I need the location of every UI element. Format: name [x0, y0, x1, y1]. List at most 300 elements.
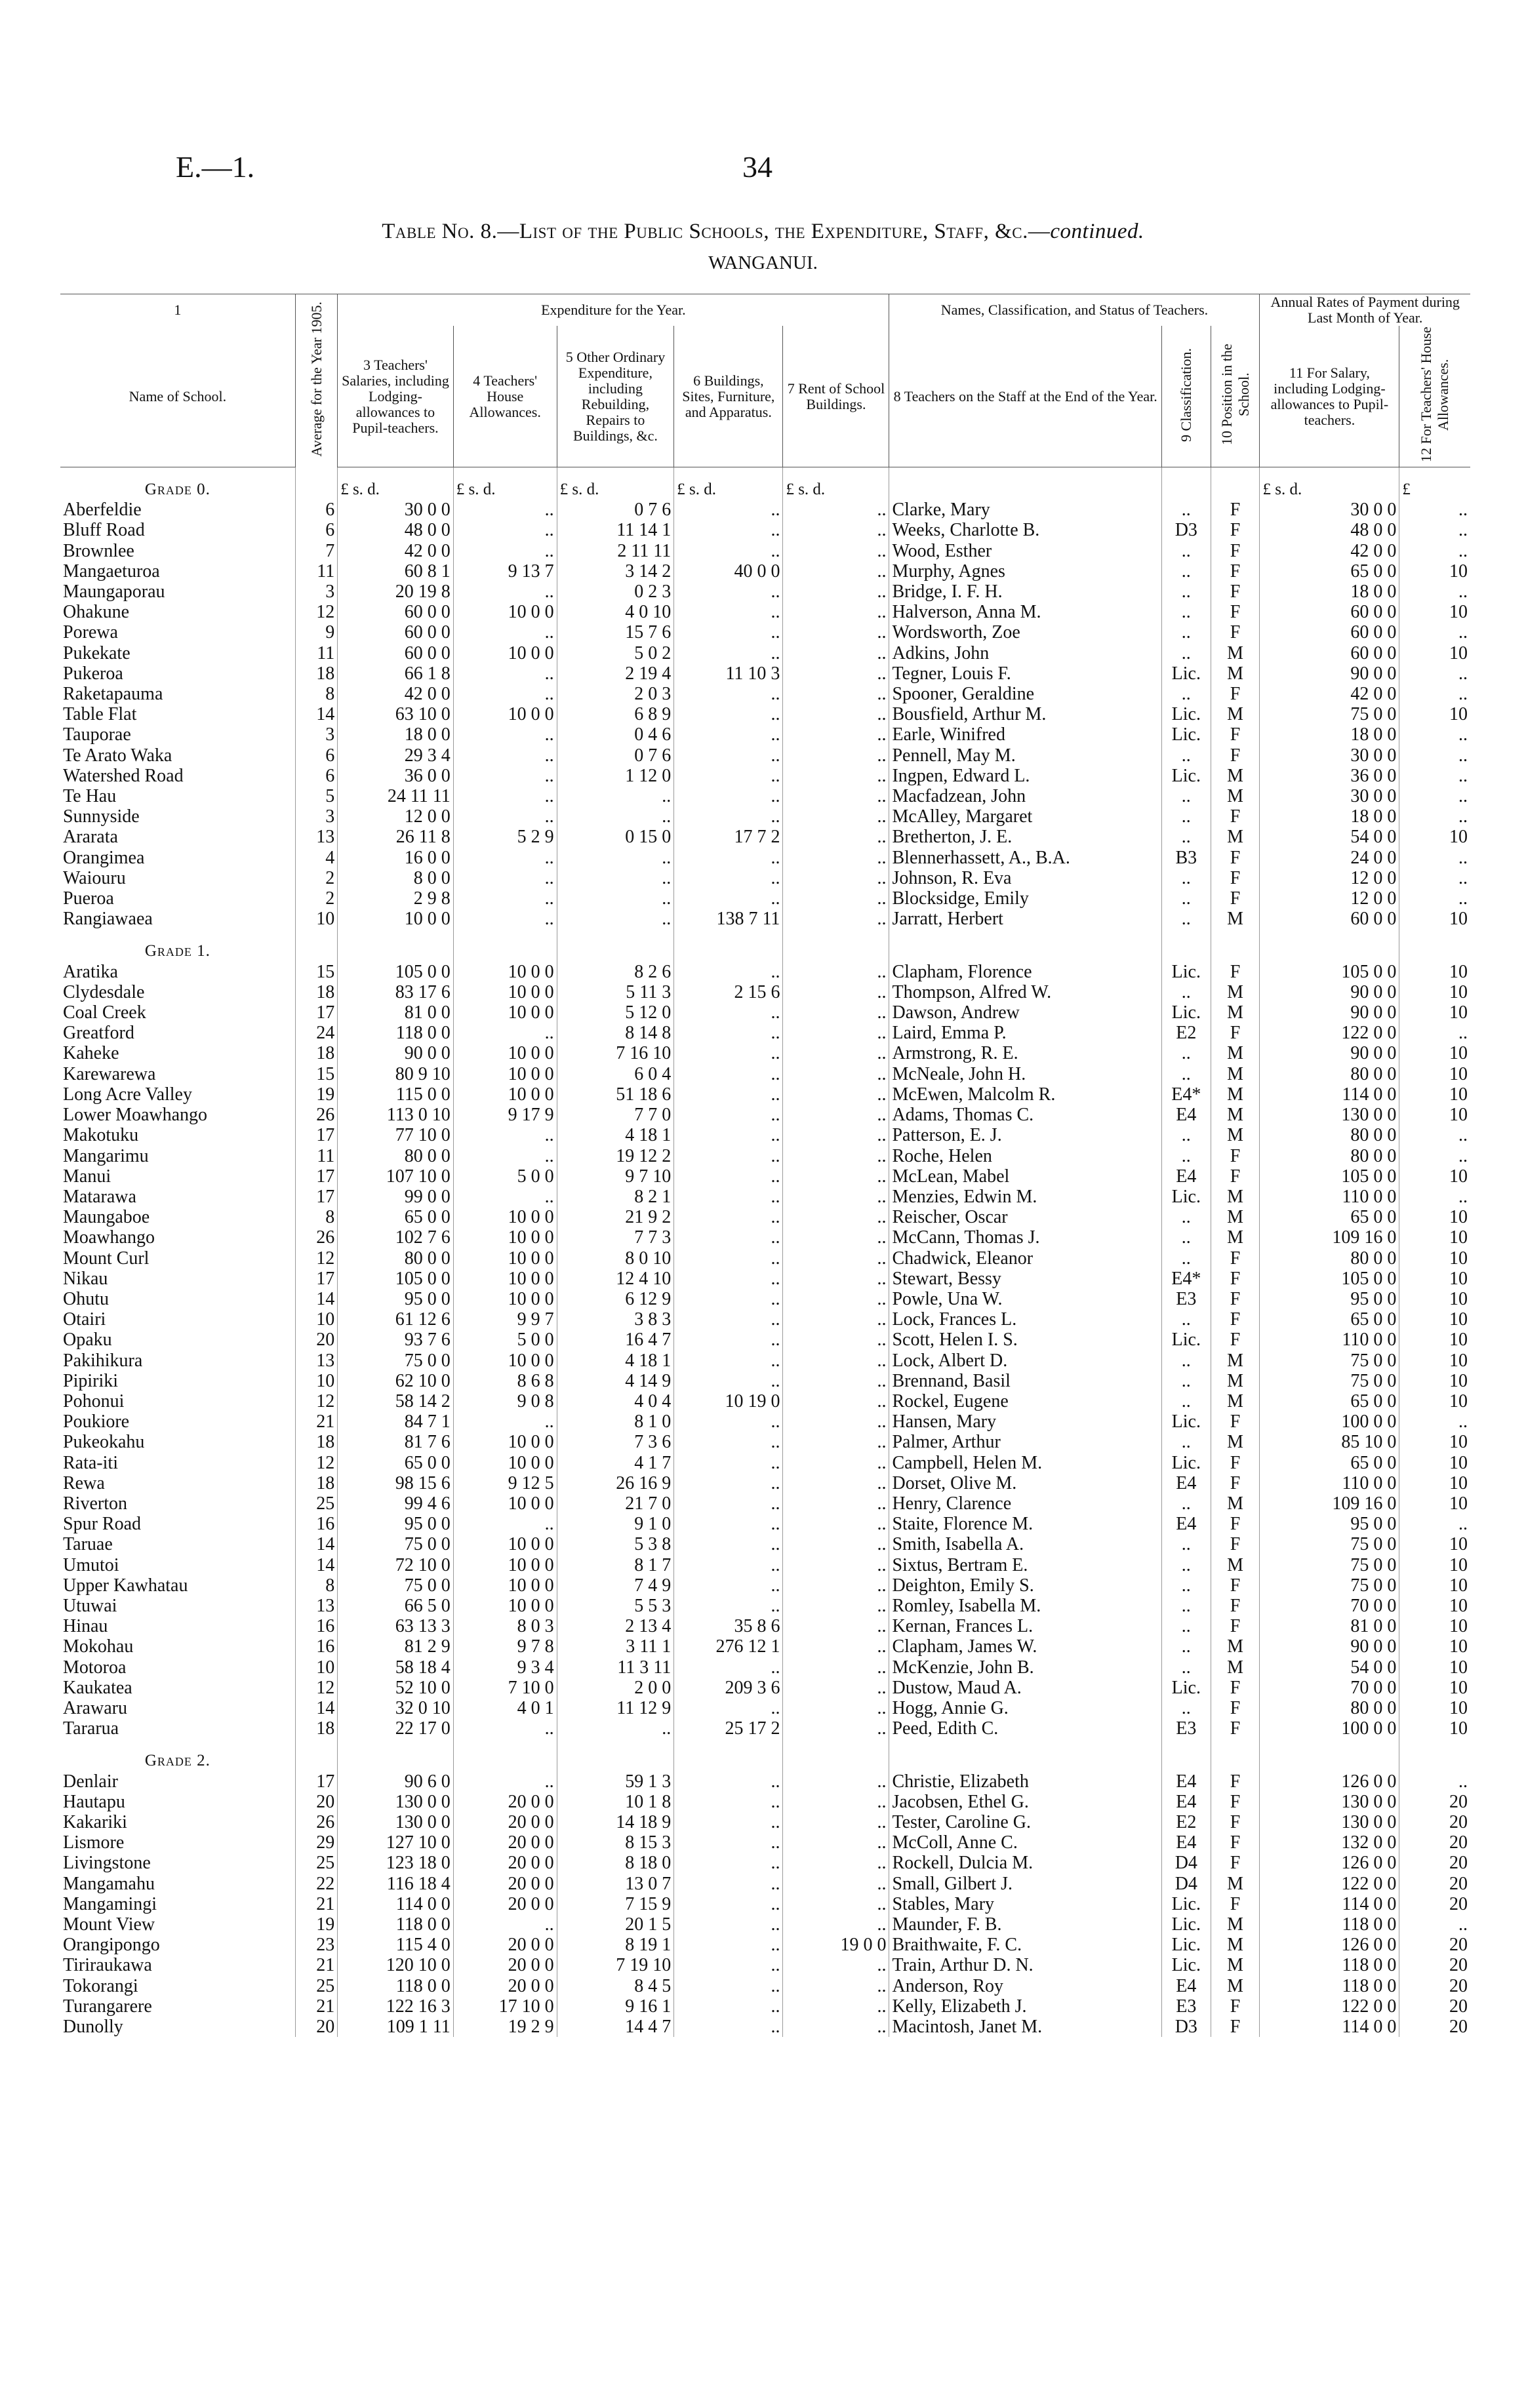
teacher-name: Weeks, Charlotte B. [889, 520, 1161, 540]
table-cell: 60 0 0 [1260, 909, 1399, 929]
grade-heading-cell [295, 467, 337, 500]
table-cell: 10 [1399, 909, 1470, 929]
table-cell: 17 [295, 1002, 337, 1023]
teacher-name: Sixtus, Bertram E. [889, 1555, 1161, 1575]
table-cell: .. [674, 643, 783, 663]
table-cell: .. [674, 1105, 783, 1125]
table-cell: M [1211, 1976, 1260, 1996]
table-cell: .. [1399, 1187, 1470, 1207]
table-cell: .. [1399, 663, 1470, 684]
table-cell: .. [557, 909, 674, 929]
table-cell: E4 [1161, 1166, 1211, 1187]
table-row [60, 868, 1470, 888]
table-cell: F [1211, 1718, 1260, 1739]
table-cell: .. [1161, 1309, 1211, 1330]
table-cell: .. [1161, 1534, 1211, 1554]
table-cell: .. [1399, 1514, 1470, 1534]
school-name: Maungaboe [63, 1207, 150, 1228]
table-cell: 19 [295, 1914, 337, 1935]
table-cell: .. [783, 1351, 889, 1371]
table-cell: .. [783, 1955, 889, 1975]
table-cell: 21 [295, 1411, 337, 1432]
table-cell: 1 12 0 [557, 766, 674, 786]
school-name: Umutoi [63, 1554, 119, 1575]
table-cell: 90 0 0 [1260, 1636, 1399, 1657]
teacher-name: Pennell, May M. [889, 745, 1161, 766]
table-cell: 75 0 0 [1260, 1371, 1399, 1391]
table-cell: F [1211, 1698, 1260, 1718]
table-row [60, 1616, 1470, 1636]
table-row [60, 500, 1470, 520]
table-cell: 48 0 0 [1260, 520, 1399, 540]
table-cell: .. [1161, 806, 1211, 827]
table-cell: 14 [295, 1698, 337, 1718]
table-cell: 12 [295, 1248, 337, 1269]
grade-heading-row [60, 467, 1470, 500]
table-row [60, 1832, 1470, 1853]
table-cell: 3 8 3 [557, 1309, 674, 1330]
school-name: Pukeroa [63, 663, 123, 684]
table-cell: .. [453, 1914, 557, 1935]
school-name: Hautapu [63, 1791, 125, 1812]
unit-label: £ s. d. [338, 467, 454, 500]
schools-table-body [60, 467, 1470, 2038]
table-cell: 10 [1399, 1678, 1470, 1698]
table-cell: 26 11 8 [338, 827, 454, 847]
teacher-name: Reischer, Oscar [889, 1207, 1161, 1227]
table-cell: .. [783, 704, 889, 724]
table-row [60, 745, 1470, 766]
table-cell: 118 0 0 [338, 1976, 454, 1996]
table-cell: M [1211, 1555, 1260, 1575]
table-cell: 95 0 0 [1260, 1514, 1399, 1534]
school-name: Ararata [63, 827, 118, 848]
table-cell: 18 0 0 [1260, 724, 1399, 745]
teacher-name: Smith, Isabella A. [889, 1534, 1161, 1554]
school-name: Maungaporau [63, 582, 165, 602]
table-cell: 0 7 6 [557, 745, 674, 766]
table-cell: .. [1399, 500, 1470, 520]
schools-table [60, 294, 1470, 2037]
table-cell: 25 [295, 1976, 337, 1996]
table-cell: 17 7 2 [674, 827, 783, 847]
table-row [60, 1289, 1470, 1309]
table-cell: 10 [1399, 1575, 1470, 1596]
table-cell: .. [674, 602, 783, 622]
school-name: Mangamahu [63, 1873, 155, 1894]
table-cell: .. [674, 1792, 783, 1812]
table-cell: E4 [1161, 1771, 1211, 1792]
table-cell: 75 0 0 [338, 1575, 454, 1596]
table-cell: .. [783, 909, 889, 929]
school-name: Rata-iti [63, 1452, 118, 1473]
table-cell: .. [1161, 868, 1211, 888]
table-row [60, 848, 1470, 868]
table-cell: 10 [1399, 1289, 1470, 1309]
table-cell: .. [1161, 1351, 1211, 1371]
table-row [60, 704, 1470, 724]
table-cell: 21 9 2 [557, 1207, 674, 1227]
table-cell: 36 0 0 [1260, 766, 1399, 786]
table-cell: 2 [295, 888, 337, 909]
table-cell: M [1211, 1493, 1260, 1514]
table-cell: .. [783, 745, 889, 766]
table-cell: 12 [295, 1678, 337, 1698]
table-cell: 114 0 0 [338, 1894, 454, 1914]
table-cell: .. [674, 704, 783, 724]
table-cell: 8 [295, 684, 337, 704]
teacher-name: Tegner, Louis F. [889, 663, 1161, 684]
table-cell: 5 2 9 [453, 827, 557, 847]
table-cell: 123 18 0 [338, 1853, 454, 1873]
col-average-header [295, 294, 337, 467]
table-cell: 8 1 0 [557, 1411, 674, 1432]
table-cell: .. [783, 1391, 889, 1411]
table-cell: 26 [295, 1105, 337, 1125]
table-cell: .. [783, 1874, 889, 1894]
table-cell: 63 10 0 [338, 704, 454, 724]
table-cell: F [1211, 541, 1260, 561]
table-cell: .. [1399, 1914, 1470, 1935]
table-cell: 93 7 6 [338, 1330, 454, 1350]
table-row [60, 1125, 1470, 1145]
table-row [60, 1002, 1470, 1023]
table-cell: 15 7 6 [557, 622, 674, 642]
table-cell: 2 11 11 [557, 541, 674, 561]
table-cell: 15 [295, 962, 337, 982]
table-cell: 4 0 10 [557, 602, 674, 622]
table-cell: 276 12 1 [674, 1636, 783, 1657]
table-cell: 10 [1399, 1207, 1470, 1227]
teacher-name: Macfadzean, John [889, 786, 1161, 806]
table-cell: Lic. [1161, 1187, 1211, 1207]
table-cell: .. [1161, 1636, 1211, 1657]
table-cell: 12 0 0 [1260, 888, 1399, 909]
school-name: Kakariki [63, 1812, 127, 1832]
table-cell: 81 7 6 [338, 1432, 454, 1452]
table-row [60, 1894, 1470, 1914]
grade-heading-cell [295, 1739, 337, 1771]
table-cell: 19 2 9 [453, 2017, 557, 2037]
table-cell: 14 [295, 1555, 337, 1575]
table-cell: .. [674, 1976, 783, 1996]
table-cell: 13 0 7 [557, 1874, 674, 1894]
teacher-name: Maunder, F. B. [889, 1914, 1161, 1935]
table-cell: 18 0 0 [1260, 806, 1399, 827]
table-cell: .. [453, 888, 557, 909]
table-cell: 20 0 0 [453, 1853, 557, 1873]
table-cell: .. [783, 848, 889, 868]
table-row [60, 1411, 1470, 1432]
table-cell: .. [783, 1146, 889, 1166]
teacher-name: Ingpen, Edward L. [889, 766, 1161, 786]
table-cell: 8 4 5 [557, 1976, 674, 1996]
table-cell: .. [674, 1371, 783, 1391]
table-cell: 5 11 3 [557, 982, 674, 1002]
table-row [60, 1166, 1470, 1187]
table-cell: F [1211, 1309, 1260, 1330]
table-cell: 10 [1399, 561, 1470, 582]
table-cell: E4* [1161, 1269, 1211, 1289]
table-cell: 29 [295, 1832, 337, 1853]
table-cell: M [1211, 982, 1260, 1002]
table-cell: 10 [1399, 1657, 1470, 1678]
col-8-header: 8 Teachers on the Staff at the End of the Year. [889, 326, 1161, 467]
table-cell: 42 0 0 [1260, 684, 1399, 704]
school-name: Motoroa [63, 1657, 127, 1678]
table-cell: 20 [1399, 1874, 1470, 1894]
table-cell: .. [783, 1207, 889, 1227]
grade-heading-cell [1399, 929, 1470, 961]
school-name: Tiriraukawa [63, 1955, 152, 1976]
table-cell: 18 0 0 [1260, 582, 1399, 602]
table-cell: 13 [295, 1596, 337, 1616]
table-cell: Lic. [1161, 962, 1211, 982]
table-cell: .. [783, 1832, 889, 1853]
teacher-name: Spooner, Geraldine [889, 684, 1161, 704]
table-cell: 95 0 0 [338, 1289, 454, 1309]
table-cell: .. [453, 1187, 557, 1207]
table-cell: .. [783, 868, 889, 888]
table-cell: .. [783, 1914, 889, 1935]
school-name: Pukekate [63, 642, 131, 663]
table-cell: .. [1161, 1555, 1211, 1575]
table-cell: 12 0 0 [338, 806, 454, 827]
table-cell: .. [1161, 1146, 1211, 1166]
teacher-name: Adkins, John [889, 643, 1161, 663]
table-cell: .. [1399, 582, 1470, 602]
table-cell: F [1211, 1289, 1260, 1309]
school-name: Riverton [63, 1493, 127, 1514]
table-cell: 10 0 0 [453, 962, 557, 982]
table-cell: 54 0 0 [1260, 1657, 1399, 1678]
table-cell: 4 0 4 [557, 1391, 674, 1411]
table-cell: 20 [1399, 1935, 1470, 1955]
grade-heading-cell [557, 929, 674, 961]
table-cell: .. [674, 962, 783, 982]
table-cell: E4* [1161, 1084, 1211, 1105]
table-cell: .. [453, 684, 557, 704]
teacher-name: Powle, Una W. [889, 1289, 1161, 1309]
table-cell: 7 3 6 [557, 1432, 674, 1452]
table-cell: 120 10 0 [338, 1955, 454, 1975]
table-cell: .. [674, 1657, 783, 1678]
table-cell: 24 [295, 1023, 337, 1043]
table-cell: .. [453, 745, 557, 766]
table-cell: 16 [295, 1514, 337, 1534]
table-cell: M [1211, 1874, 1260, 1894]
table-cell: F [1211, 520, 1260, 540]
teacher-name: McKenzie, John B. [889, 1657, 1161, 1678]
table-cell: .. [783, 766, 889, 786]
table-cell: 10 0 0 [453, 704, 557, 724]
table-cell: F [1211, 2017, 1260, 2037]
table-cell: 114 0 0 [1260, 1084, 1399, 1105]
table-cell: .. [783, 1269, 889, 1289]
table-row [60, 1636, 1470, 1657]
table-cell: .. [1161, 622, 1211, 642]
col-1-number: 1 [60, 294, 295, 326]
table-cell: F [1211, 1996, 1260, 2017]
table-cell: E4 [1161, 1105, 1211, 1125]
table-cell: .. [1161, 827, 1211, 847]
table-cell: 63 13 3 [338, 1616, 454, 1636]
col-9-label: 9 Classification. [1177, 347, 1194, 442]
table-cell: 6 [295, 766, 337, 786]
grade-heading-cell [783, 1739, 889, 1771]
table-cell: M [1211, 1043, 1260, 1063]
table-cell: 59 1 3 [557, 1771, 674, 1792]
table-cell: 10 0 0 [453, 1351, 557, 1371]
table-cell: .. [1161, 1575, 1211, 1596]
table-cell: .. [783, 520, 889, 540]
teacher-name: Tester, Caroline G. [889, 1812, 1161, 1832]
table-row [60, 1432, 1470, 1452]
table-cell: 19 [295, 1084, 337, 1105]
table-cell: .. [674, 724, 783, 745]
table-cell: M [1211, 1371, 1260, 1391]
teacher-name: Chadwick, Eleanor [889, 1248, 1161, 1269]
table-cell: 7 [295, 541, 337, 561]
table-cell: 10 [1399, 1718, 1470, 1739]
school-name: Lismore [63, 1832, 125, 1853]
table-cell: 66 5 0 [338, 1596, 454, 1616]
school-name: Pukeokahu [63, 1432, 145, 1453]
table-cell: 10 [1399, 1371, 1470, 1391]
table-row [60, 1023, 1470, 1043]
table-cell: 20 [1399, 1832, 1470, 1853]
table-cell: .. [783, 1555, 889, 1575]
grade-heading-cell [1260, 929, 1399, 961]
table-row [60, 806, 1470, 827]
table-cell: 12 4 10 [557, 1269, 674, 1289]
table-cell: F [1211, 1166, 1260, 1187]
table-cell: 60 0 0 [1260, 602, 1399, 622]
table-cell: Lic. [1161, 1330, 1211, 1350]
teacher-name: Hogg, Annie G. [889, 1698, 1161, 1718]
table-cell: 105 0 0 [1260, 1166, 1399, 1187]
table-cell: 107 10 0 [338, 1166, 454, 1187]
table-cell: 17 [295, 1269, 337, 1289]
table-cell: 7 16 10 [557, 1043, 674, 1063]
table-cell: D3 [1161, 520, 1211, 540]
table-cell: 10 [1399, 982, 1470, 1002]
table-cell: .. [674, 1473, 783, 1493]
table-cell: 20 [1399, 1894, 1470, 1914]
table-cell: 17 [295, 1771, 337, 1792]
teacher-name: Kelly, Elizabeth J. [889, 1996, 1161, 2017]
table-cell: 7 7 3 [557, 1227, 674, 1248]
table-cell: .. [783, 1002, 889, 1023]
teacher-name: Hansen, Mary [889, 1411, 1161, 1432]
table-cell: 10 [1399, 962, 1470, 982]
table-cell: F [1211, 561, 1260, 582]
table-cell: 2 0 3 [557, 684, 674, 704]
table-cell: .. [1161, 909, 1211, 929]
table-cell: .. [1161, 602, 1211, 622]
table-cell: .. [674, 745, 783, 766]
school-name: Livingstone [63, 1853, 151, 1874]
teacher-name: Bretherton, J. E. [889, 827, 1161, 847]
table-cell: 115 0 0 [338, 1084, 454, 1105]
table-cell: 8 0 10 [557, 1248, 674, 1269]
table-cell: .. [674, 1493, 783, 1514]
table-cell: 18 [295, 1473, 337, 1493]
table-cell: F [1211, 1411, 1260, 1432]
table-cell: Lic. [1161, 1453, 1211, 1473]
table-cell: F [1211, 848, 1260, 868]
table-cell: .. [674, 1002, 783, 1023]
table-cell: .. [453, 500, 557, 520]
table-cell: .. [1399, 848, 1470, 868]
table-cell: 10 [1399, 1493, 1470, 1514]
table-row [60, 1309, 1470, 1330]
table-row [60, 909, 1470, 929]
school-name: Kaukatea [63, 1677, 132, 1698]
table-row [60, 582, 1470, 602]
teacher-name: Bridge, I. F. H. [889, 582, 1161, 602]
table-cell: .. [674, 1248, 783, 1269]
table-cell: .. [453, 520, 557, 540]
table-cell: F [1211, 1678, 1260, 1698]
school-name: Tararua [63, 1718, 119, 1739]
table-cell: .. [674, 2017, 783, 2037]
table-cell: 9 16 1 [557, 1996, 674, 2017]
title-suffix: continued. [1050, 220, 1144, 243]
table-cell: E4 [1161, 1832, 1211, 1853]
table-cell: .. [783, 1718, 889, 1739]
table-cell: .. [783, 1678, 889, 1698]
table-cell: 20 0 0 [453, 1955, 557, 1975]
school-name: Manui [63, 1166, 111, 1187]
table-cell: 10 [1399, 1043, 1470, 1063]
teacher-name: Anderson, Roy [889, 1976, 1161, 1996]
table-cell: 118 0 0 [338, 1023, 454, 1043]
table-cell: 15 [295, 1064, 337, 1084]
teacher-name: Dustow, Maud A. [889, 1678, 1161, 1698]
table-cell: .. [557, 1718, 674, 1739]
table-cell: E4 [1161, 1976, 1211, 1996]
table-cell: Lic. [1161, 1678, 1211, 1698]
col-12-header [1399, 326, 1470, 467]
school-name: Opaku [63, 1330, 112, 1351]
table-cell: 10 0 0 [453, 1248, 557, 1269]
table-cell: 18 0 0 [338, 724, 454, 745]
table-row [60, 1084, 1470, 1105]
table-cell: 7 15 9 [557, 1894, 674, 1914]
table-cell: .. [557, 848, 674, 868]
table-cell: 95 0 0 [1260, 1289, 1399, 1309]
grade-heading-cell [1211, 929, 1260, 961]
col-12-label: 12 For Teachers' House Allowances. [1418, 326, 1452, 463]
table-cell: 3 [295, 724, 337, 745]
table-cell: .. [674, 1330, 783, 1350]
teacher-name: Blocksidge, Emily [889, 888, 1161, 909]
table-cell: 99 4 6 [338, 1493, 454, 1514]
table-row [60, 1514, 1470, 1534]
table-row [60, 1473, 1470, 1493]
grade-heading-cell [1399, 1739, 1470, 1771]
table-cell: .. [1161, 1227, 1211, 1248]
table-cell: 6 12 9 [557, 1289, 674, 1309]
table-cell: 40 0 0 [674, 561, 783, 582]
table-cell: .. [674, 1411, 783, 1432]
table-row [60, 602, 1470, 622]
table-cell: 54 0 0 [1260, 827, 1399, 847]
table-row [60, 1792, 1470, 1812]
table-cell: .. [674, 1309, 783, 1330]
table-cell: .. [674, 541, 783, 561]
